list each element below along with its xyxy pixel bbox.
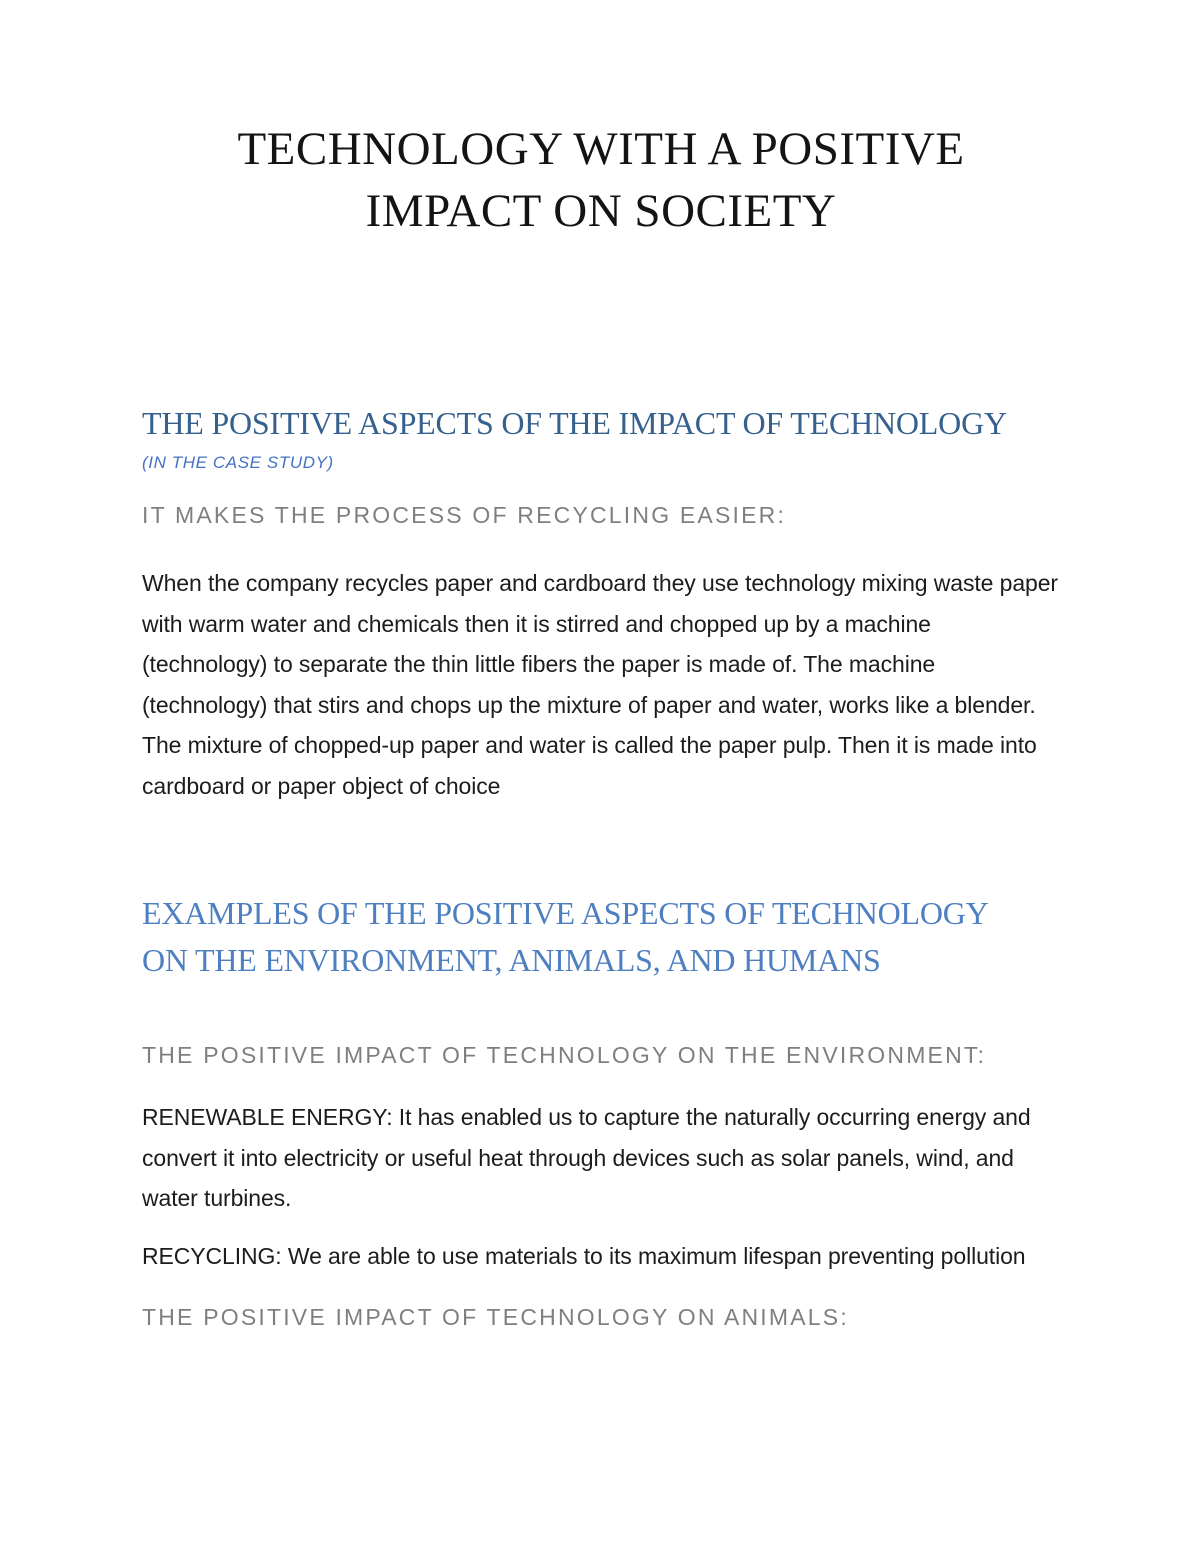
paragraph-recycling: RECYCLING: We are able to use materials to its maximum lifespan preventing pollution [142,1242,1026,1269]
spacer [142,984,1060,1042]
paragraph-renewable-energy: RENEWABLE ENERGY: It has enabled us to capture the naturally occurring energy and convert it into electricity or useful heat through devices such as solar panels, wind, and water turbines. [142,1104,1031,1211]
subheading-impact-animals: THE POSITIVE IMPACT OF TECHNOLOGY ON ANIMALS: [142,1304,849,1330]
document-title-line1: TECHNOLOGY WITH A POSITIVE [237,123,965,175]
spacer [142,528,1060,563]
subheading-recycling-easier: IT MAKES THE PROCESS OF RECYCLING EASIER: [142,502,787,528]
document-title [142,118,1060,242]
paragraph-recycling-process: When the company recycles paper and cardboard they use technology mixing waste paper with warm water and chemicals then it is stirred and chopped up by a machine (technology) to separate the thin little fibers the paper is made of. The machine (technology) that stirs and chops up the mixture of paper and water, works like a blender. The mixture of chopped-up paper and water is called the paper pulp. Then it is made into cardboard or paper object of choice [142,570,1058,799]
heading-positive-aspects: THE POSITIVE ASPECTS OF THE IMPACT OF TECHNOLOGY [142,405,1007,441]
heading-examples [142,890,1060,984]
spacer [142,1219,1060,1236]
document-title-line2: IMPACT ON SOCIETY [365,185,837,237]
spacer [142,242,1060,400]
subheading-impact-environment: THE POSITIVE IMPACT OF TECHNOLOGY ON THE ENVIRONMENT: [142,1042,987,1068]
heading-examples-line1: EXAMPLES OF THE POSITIVE ASPECTS OF TECHNOLOGY [142,895,989,931]
spacer [142,473,1060,502]
spacer [142,806,1060,890]
heading-examples-line2: ON THE ENVIRONMENT, ANIMALS, AND HUMANS [142,942,881,978]
spacer [142,1068,1060,1097]
heading-note-case-study: (IN THE CASE STUDY) [142,453,334,472]
spacer [142,1276,1060,1304]
